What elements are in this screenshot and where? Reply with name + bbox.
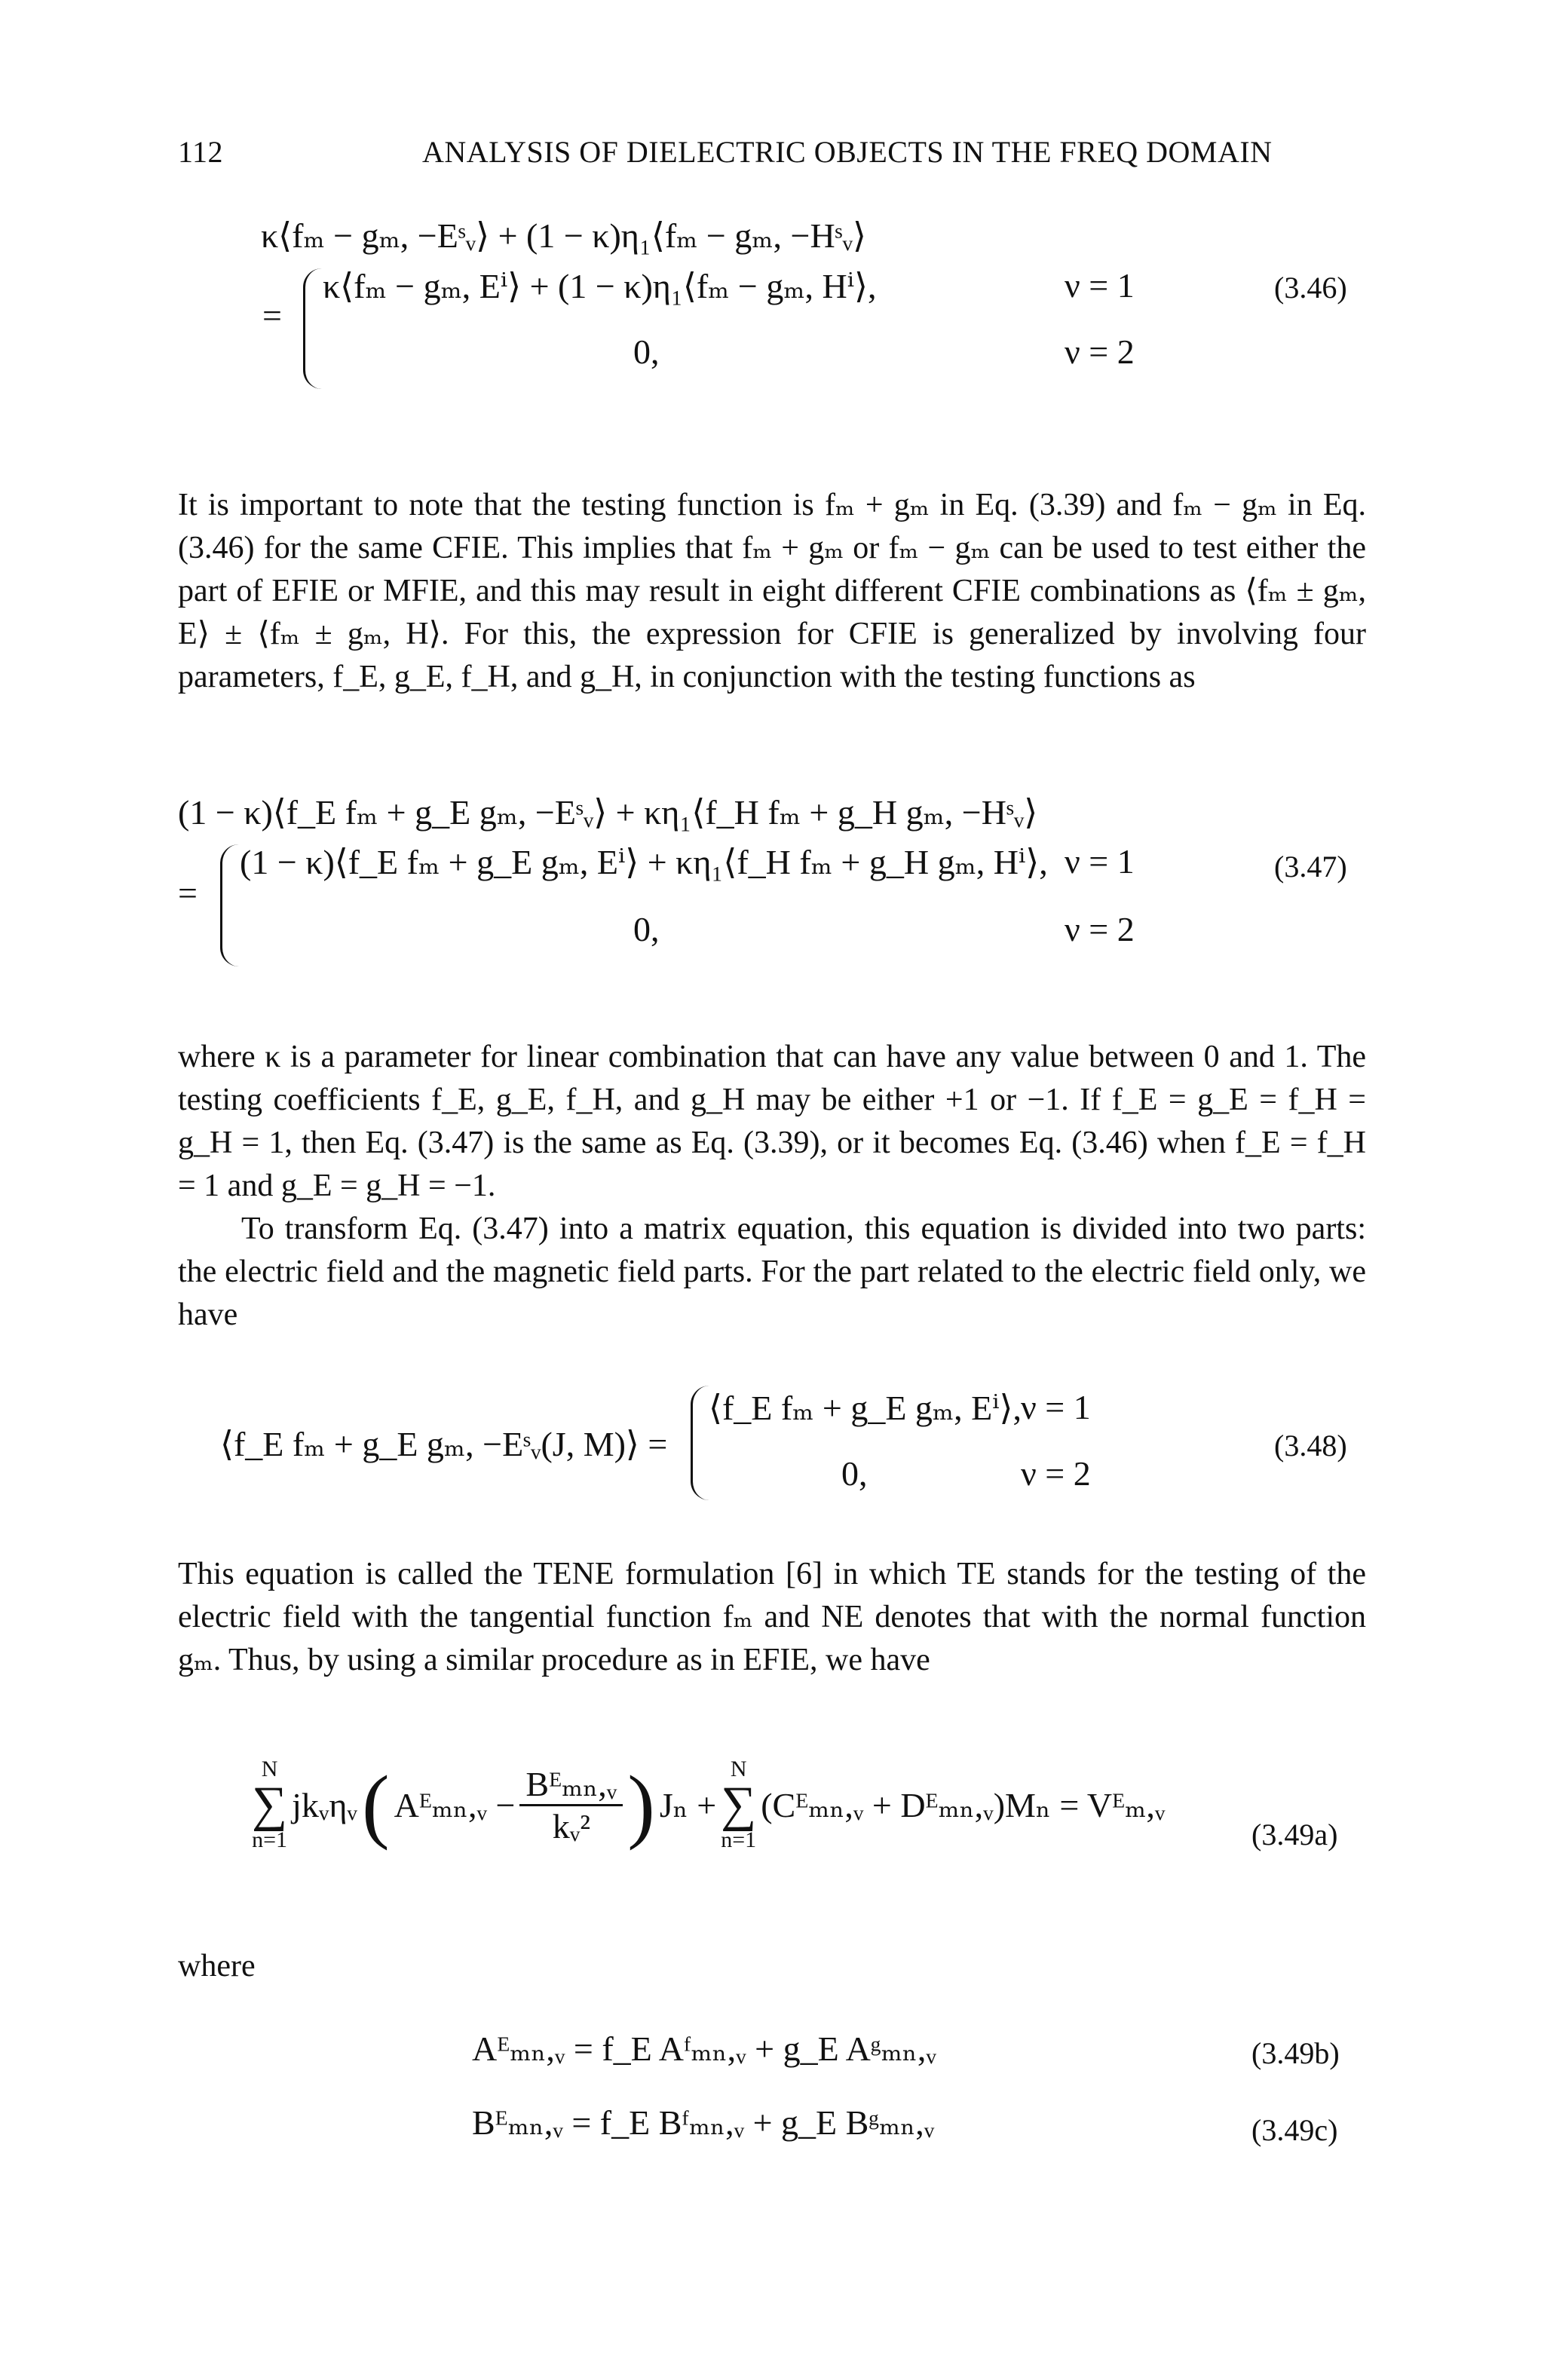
- eq-3-48-case1: ⟨f_E fₘ + g_E gₘ, Eⁱ⟩,: [709, 1389, 1022, 1427]
- left-paren: (: [361, 1758, 390, 1851]
- eq-3-46-brace: [303, 268, 322, 389]
- eq-3-47-cond2: ν = 2: [1065, 910, 1135, 948]
- eq-3-49c-number: (3.49c): [1251, 2113, 1338, 2147]
- eq-3-49a-sum-1: [252, 1757, 287, 1853]
- sum-upper-limit: N: [730, 1757, 747, 1781]
- eq-3-48-brace: [691, 1386, 709, 1500]
- eq-3-47-brace: [220, 844, 239, 966]
- eq-3-48-cond1: ν = 1: [1021, 1388, 1091, 1426]
- sum-lower-limit: n=1: [721, 1827, 757, 1852]
- eq-3-47-cond1: ν = 1: [1065, 842, 1135, 881]
- eq-3-49b-number: (3.49b): [1251, 2036, 1340, 2070]
- eq-3-49b: Aᴱₘₙ,ᵥ = f_E Aᶠₘₙ,ᵥ + g_E Aᵍₘₙ,ᵥ: [472, 2029, 936, 2068]
- eq-3-49a-inner: (Cᴱₘₙ,ᵥ + Dᴱₘₙ,ᵥ)Mₙ = Vᴱₘ,ᵥ: [761, 1786, 1166, 1824]
- right-paren: ): [627, 1758, 655, 1851]
- running-head: ANALYSIS OF DIELECTRIC OBJECTS IN THE FREQ DOMAIN: [422, 135, 1273, 169]
- eq-3-46-equals: =: [262, 296, 282, 335]
- paragraph-matrix-transform: To transform Eq. (3.47) into a matrix equation, this equation is divided into two parts: the electric field and the magnetic field parts. For the part related to the electric field only, we have: [178, 1211, 1366, 1332]
- eq-3-49a-sum-2: [721, 1757, 756, 1853]
- eq-3-46-number: (3.46): [1274, 271, 1347, 305]
- sum-lower-limit: n=1: [252, 1827, 287, 1852]
- eq-3-46-case1: κ⟨fₘ − gₘ, Eⁱ⟩ + (1 − κ)η₁⟨fₘ − gₘ, Hⁱ⟩,: [323, 267, 877, 305]
- sum-upper-limit: N: [261, 1757, 278, 1781]
- eq-3-46-cond2: ν = 2: [1065, 332, 1135, 371]
- eq-3-47-case1: (1 − κ)⟨f_E fₘ + g_E gₘ, Eⁱ⟩ + κη₁⟨f_H fₘ + g_H gₘ, Hⁱ⟩,: [240, 843, 1048, 881]
- sigma-symbol: ∑: [721, 1777, 757, 1832]
- eq-3-47-lhs: (1 − κ)⟨f_E fₘ + g_E gₘ, −Eˢᵥ⟩ + κη₁⟨f_H fₘ + g_H gₘ, −Hˢᵥ⟩: [178, 793, 1038, 832]
- where-label: where: [178, 1949, 256, 1983]
- eq-3-46-lhs: κ⟨fₘ − gₘ, −Eˢᵥ⟩ + (1 − κ)η₁⟨fₘ − gₘ, −Hˢᵥ⟩: [261, 216, 866, 255]
- eq-3-49a-fraction: [519, 1763, 623, 1846]
- sigma-symbol: ∑: [252, 1777, 288, 1832]
- eq-3-49a-a-term: Aᴱₘₙ,ᵥ −: [394, 1786, 516, 1824]
- eq-3-47-number: (3.47): [1274, 850, 1347, 884]
- paragraph-tene-formulation: This equation is called the TENE formulation [6] in which TE stands for the testing of the electric field with the tangential function fₘ and NE denotes that with the normal function gₘ. Thus, by using a similar procedure as in EFIE, we have: [178, 1557, 1366, 1677]
- fraction-numerator: Bᴱₘₙ,ᵥ: [519, 1763, 623, 1806]
- eq-3-46-cond1: ν = 1: [1065, 266, 1135, 305]
- eq-3-49c: Bᴱₘₙ,ᵥ = f_E Bᶠₘₙ,ᵥ + g_E Bᵍₘₙ,ᵥ: [472, 2103, 935, 2142]
- eq-3-48-cond2: ν = 2: [1021, 1454, 1091, 1493]
- eq-3-49a-jn: Jₙ +: [659, 1786, 717, 1824]
- eq-3-49a: [252, 1757, 1165, 1853]
- eq-3-48-lhs: ⟨f_E fₘ + g_E gₘ, −Eˢᵥ(J, M)⟩ =: [220, 1425, 668, 1463]
- fraction-denominator: kᵥ²: [552, 1807, 590, 1845]
- eq-3-49a-term1: jkᵥηᵥ: [292, 1785, 357, 1824]
- page-number: 112: [178, 135, 224, 169]
- eq-3-46-case2: 0,: [633, 332, 660, 371]
- eq-3-47-case2: 0,: [633, 910, 660, 948]
- eq-3-49a-number: (3.49a): [1251, 1818, 1338, 1852]
- paragraph-kappa-coefficients: where κ is a parameter for linear combination that can have any value between 0 and 1. The testing coefficients f_E, g_E, f_H, and g_H may be either +1 or −1. If f_E = g_E = f_H = g_H = 1, then Eq. (3.47) is the same as Eq. (3.39), or it becomes Eq. (3.46) when f_E = f_H = 1 and g_E = g_H = −1.: [178, 1040, 1366, 1203]
- eq-3-48-number: (3.48): [1274, 1429, 1347, 1463]
- eq-3-47-equals: =: [178, 874, 198, 912]
- eq-3-48-case2: 0,: [841, 1454, 868, 1493]
- paragraph-cfie-testing: It is important to note that the testing function is fₘ + gₘ in Eq. (3.39) and fₘ − gₘ in Eq. (3.46) for the same CFIE. This implies that fₘ + gₘ or fₘ − gₘ can be used to test either the part of EFIE or MFIE, and this may result in eight different CFIE combinations as ⟨fₘ ± gₘ, E⟩ ± ⟨fₘ ± gₘ, H⟩. For this, the expression for CFIE is generalized by involving four parameters, f_E, g_E, f_H, and g_H, in conjunction with the testing functions as: [178, 488, 1366, 694]
